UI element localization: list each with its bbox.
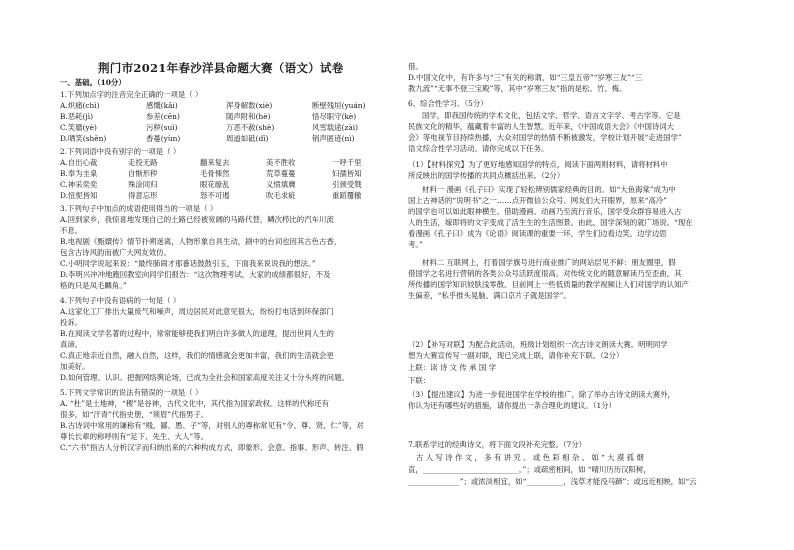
q4-line: 投诉。 [60, 318, 83, 327]
option-cell: 销声匿迹(nì) [312, 134, 355, 143]
q4-line: C.真正地亲近自然，融入自然，这样，我们的情感就会更加丰富，我们的生活就会更 [60, 351, 334, 360]
task-3: （3）【提出建议】为进一步促进国学在学校的推广，除了举办古诗文朗读大赛外， [408, 390, 676, 399]
passage-line: 会》等电视节目持续热播，大众对国学的热情不断被激发，学校计划开展“走进国学” [408, 133, 682, 142]
q3-line: 不息。 [60, 226, 83, 235]
option-cell: 美不胜收 [266, 158, 296, 167]
continued-line: 借。 [408, 62, 423, 71]
q3-line: B.电视剧《甄嬛传》情节扑朔迷离，人物形象自具生动，剧中的台词也因其古色古香， [60, 237, 342, 246]
option-cell: 随声附和(hè) [226, 112, 271, 121]
option-cell: A.自出心裁 [60, 158, 98, 167]
option-cell: 翻来复去 [200, 158, 230, 167]
option-cell: 周道如砥(dǐ) [226, 134, 269, 143]
material-2-line: 借国学之名进行营销的各类公众号活跃度很高。对传统文化的随意解读乃至歪曲，其 [408, 269, 682, 278]
material-2-line: 生偏差，“私乎推头晃脑、满口京片子就是国学”。 [408, 291, 571, 300]
question-5: 5.下列文学常识的说法有错误的一项是（ ） [60, 388, 203, 397]
q5-line: B.古诗词中常用的谦称有“贱、鄙、愚、子”等，对别人的尊称常见有“令、尊、贤、仁”等，对 [60, 421, 364, 430]
question-4: 4.下列句子中没有语病的一句是（ ） [60, 296, 181, 305]
option-cell: 妇孺皆知 [332, 169, 362, 178]
couplet-lower-label: 下联： [408, 376, 431, 385]
option-cell: 一呼千里 [332, 158, 362, 167]
option-cell: 毛骨悚然 [200, 169, 230, 178]
material-1-line: 人的生活，嫁即将的文字变成了活生生的生活图景。由此，国学深刻的就广场说。“现在 [408, 218, 693, 227]
option-cell: 自惭形秽 [128, 169, 158, 178]
option-cell: C.笑靥(yè) [60, 123, 97, 132]
q4-line: A.这家化工厂排出大量废气和噪声，周边居民对此意见很大，纷纷打电话到环保部门 [60, 307, 334, 316]
q5-line: 尊长长辈的称呼则有“足下、先生、大人”等。 [60, 432, 208, 441]
option-cell: 怒不可遏 [200, 191, 230, 200]
q3-line: D.李明兴冲冲地跑回教室向同学们报告：“这次物理考试，大家的成绩都很好，不及 [60, 270, 331, 279]
option-cell: 污秽(suì) [146, 123, 178, 132]
q7-line: 直，__________________________。”；或疏密相间，如 “晴川历历汉阳树， [408, 465, 651, 474]
q4-line: B.在阅读文学名著的过程中，常常能够使我们明白许多做人的道理，提出世间人生的 [60, 329, 334, 338]
passage-line: 国学，即我国传统的学术文化，包括文学、哲学、语言文字学、考古学等。它是 [422, 111, 681, 120]
page-title: 荆门市2021年春沙洋县命题大赛（语文）试卷 [98, 61, 344, 75]
q3-line: A.回到家乡，我惊喜地发现自己的土路已经被宽阔的马路代替，鳞次栉比的汽车川流 [60, 215, 334, 224]
q7-line: ______________”；或浓淡相宜，如“__________，浅草才能没马蹄”；或远近相映，如“云 [408, 477, 697, 486]
passage-line: 民族文化的精华，蕴藏着丰富的人生智慧。近年来，《中国成语大会》《中国诗词大 [408, 122, 675, 131]
passage-line: 语文综合性学习活动。请你完成以下任务。 [408, 144, 549, 153]
option-cell: 引颈受戮 [332, 180, 362, 189]
task-2: （2）【补写对联】为配合此活动，班级计划组织一次古诗文朗读大赛。明明同学 [408, 340, 668, 349]
q7-line: 古 人 写 诗 作 文 ， 多 有 讲 究 。 或 色 彩 相 杂 。 如 “ 大 漠 孤 烟 [416, 453, 644, 462]
option-cell: 风雪载途(zài) [312, 123, 358, 132]
q4-line: 加美好。 [60, 362, 90, 371]
option-cell: 义愤填膺 [266, 180, 296, 189]
continued-line: 教九流”“无事不登三宝殿”等，其中“岁寒三友”指的是松、竹、梅。 [408, 84, 627, 93]
q5-line: A. “杜”是土地神，“稷”是谷神，古代文化中，其代指为国家政权。这样的代称还有 [60, 399, 330, 408]
material-2-line: 所传播的国学知识较肤浅零散。目前网上一些低质量的教学视频让人们对国学的认知产 [408, 280, 689, 289]
option-cell: 重蹈覆辙 [332, 191, 362, 200]
task-1-cont: 所反映出的国学传播的共同点概括出来。（2分） [408, 171, 565, 180]
option-cell: 殊涂同归 [128, 180, 158, 189]
option-cell: 恪尽职守(kè) [312, 112, 357, 121]
question-1: 1.下列加点字的注音完全正确的一项是（ ） [60, 90, 203, 99]
task-3-cont: 你认为还有哪些好的措施，请你提出一条合理化的建议。（1分） [408, 401, 616, 410]
option-cell: 吹毛求疵 [266, 191, 296, 200]
option-cell: D.忸怩皆知 [60, 191, 98, 200]
option-cell: B.恶耗(jì) [60, 112, 93, 121]
question-7: 7.联系学过的经典诗文，将下面文段补充完整。（7分） [408, 440, 587, 449]
q4-line: D.如何管理、认识、把握网络舆论场，已成为全社会和国家高度关注又十分头疼的问题。 [60, 373, 349, 382]
couplet-upper: 上联：读 诗 文 传 承 国 学 [408, 363, 497, 372]
material-1-line: 看漫画《孔子曰》成为《论语》阅读课的重要一环，学生们边看边笑，边学边思 [408, 229, 667, 238]
continued-line: D.中国文化中，有许多与“三”有关的称谓，如“三皇五帝”“岁寒三友”“三 [408, 73, 643, 82]
task-1: （1）【材料探究】为了更好地感知国学的特点，阅读下面两则材料，请将材料中 [408, 160, 668, 169]
option-cell: 感慨(kǎi) [146, 101, 178, 110]
option-cell: A.炽痛(chì) [60, 101, 100, 110]
option-cell: B.奉为圭臬 [60, 169, 98, 178]
material-1-line: 国上古神话的“说明书”之一……点开微信公众号、网友们大开眼界，原来“高冷” [408, 196, 668, 205]
option-cell: 得意忘形 [128, 191, 158, 200]
question-3: 3.下列句子中加点的成语使用得当的一项是（ ） [60, 204, 218, 213]
material-1-line: 考。” [408, 240, 423, 249]
material-1-line: 材料一 漫画《孔子曰》实现了轻松辨别儒家经典的目的。如“大鱼海棠”成为中 [422, 185, 676, 194]
question-6: 6、综合性学习。（5分） [408, 99, 488, 108]
section-heading: 一、基础。（10分） [60, 78, 126, 87]
question-2: 2.下列词语中没有别字的一项是（ ） [60, 147, 181, 156]
task-2-cont: 想为大赛宣传写一副对联，现已完成上联，请你补充下联。（2分） [408, 351, 624, 360]
option-cell: 浑身解数(xiè) [226, 101, 273, 110]
material-2-line: 材料二 互联网上，打着国学旗号进行商业推广的网站层见不鲜：朋友圈里，假 [422, 258, 676, 267]
option-cell: 万恶不赦(shè) [226, 123, 275, 132]
q5-line: C.“六书”指古人分析汉字而归纳出来的六种构成方式，即象形、会意、指事、形声、转注、假 [60, 443, 364, 452]
option-cell: 眼花缭乱 [200, 180, 230, 189]
option-cell: 走投无路 [128, 158, 158, 167]
option-cell: 香蔓(yùn) [146, 134, 181, 143]
q4-line: 真谛。 [60, 340, 83, 349]
q3-line: 格的只是凤毛麟角。” [60, 281, 127, 290]
option-cell: C.神采奕奕 [60, 180, 98, 189]
q3-line: C.小明同学说起来说：“最终肺闹才那番话鼓鼓引玉，下面我来说说我的想法。” [60, 259, 316, 268]
material-1-line: 的国学也可以如此眼神横生。借助漫画、动画乃至流行音乐，国学受众群容易进入古 [408, 207, 682, 216]
option-cell: 断壁残垣(yuán) [312, 101, 366, 110]
option-cell: D.哂笑(shěn) [60, 134, 107, 143]
q5-line: 很多，如“汗青”代指史册，“须眉”代指男子。 [60, 410, 209, 419]
option-cell: 参差(cēn) [146, 112, 180, 121]
q3-line: 包含古诗风韵而被广大网友效仿。 [60, 248, 171, 257]
option-cell: 荒草蔓蔓 [266, 169, 296, 178]
